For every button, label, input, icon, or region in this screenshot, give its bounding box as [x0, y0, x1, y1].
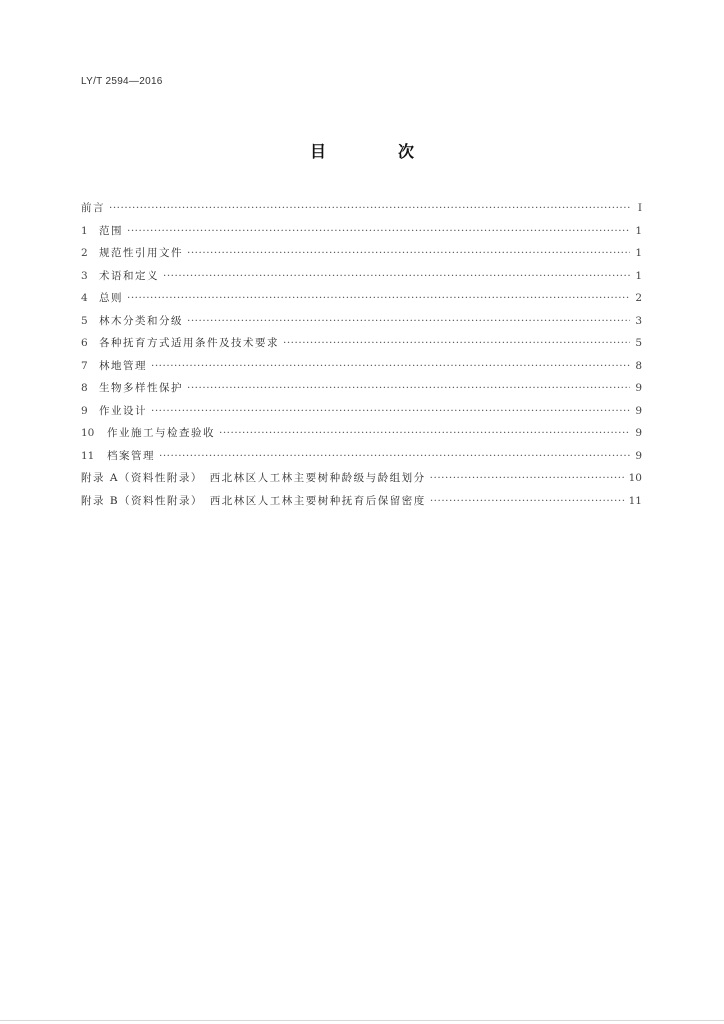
toc-entry-page: 9 — [635, 449, 642, 462]
toc-entry-appendix-b[interactable] — [81, 490, 642, 513]
toc-entry-page: 8 — [635, 359, 642, 372]
toc-entry-4[interactable] — [81, 287, 642, 310]
toc-entry-6[interactable] — [81, 332, 642, 355]
toc-entry-8[interactable] — [81, 377, 642, 400]
dot-leader — [430, 467, 625, 490]
toc-entry-label: 前言 — [81, 202, 105, 214]
toc-entry-3[interactable] — [81, 265, 642, 288]
toc-entry-page: 3 — [635, 314, 642, 327]
toc-entry-5[interactable] — [81, 310, 642, 333]
toc-entry-9[interactable] — [81, 400, 642, 423]
table-of-contents — [81, 197, 642, 512]
dot-leader — [151, 355, 630, 378]
toc-entry-label: 总则 — [99, 292, 123, 304]
toc-entry-label: 附录 A（资料性附录） 西北林区人工林主要树种龄级与龄组划分 — [81, 472, 426, 484]
dot-leader — [151, 400, 630, 423]
toc-entry-number: 4 — [81, 292, 88, 304]
toc-entry-number: 1 — [81, 224, 88, 237]
toc-entry-1[interactable] — [81, 220, 642, 243]
dot-leader — [219, 422, 630, 445]
dot-leader — [430, 490, 625, 513]
dot-leader — [109, 197, 630, 220]
toc-entry-page: 1 — [635, 269, 642, 282]
toc-entry-page: 2 — [635, 292, 642, 304]
standard-code: LY/T 2594—2016 — [81, 76, 163, 87]
toc-entry-page: Ⅰ — [637, 202, 642, 214]
toc-entry-label: 术语和定义 — [99, 269, 159, 282]
dot-leader — [187, 242, 630, 265]
toc-entry-page: 5 — [635, 337, 642, 349]
toc-entry-label: 生物多样性保护 — [99, 382, 183, 394]
toc-entry-number: 5 — [81, 314, 88, 327]
toc-entry-number: 11 — [81, 449, 95, 462]
dot-leader — [127, 220, 630, 243]
toc-entry-page: 9 — [635, 427, 642, 439]
toc-entry-appendix-a[interactable] — [81, 467, 642, 490]
toc-entry-number: 8 — [81, 382, 88, 394]
dot-leader — [283, 332, 630, 355]
dot-leader — [163, 265, 630, 288]
toc-entry-page: 1 — [635, 247, 642, 259]
toc-entry-label: 范围 — [99, 224, 123, 237]
toc-entry-number: 3 — [81, 269, 88, 282]
toc-entry-label: 作业设计 — [99, 404, 147, 417]
toc-entry-7[interactable] — [81, 355, 642, 378]
dot-leader — [187, 310, 630, 333]
toc-entry-2[interactable] — [81, 242, 642, 265]
toc-entry-number: 6 — [81, 337, 88, 349]
toc-entry-label: 林地管理 — [99, 359, 147, 372]
toc-entry-number: 7 — [81, 359, 88, 372]
toc-entry-label: 林木分类和分级 — [99, 314, 183, 327]
toc-entry-label: 档案管理 — [107, 449, 155, 462]
toc-entry-label: 各种抚育方式适用条件及技术要求 — [99, 337, 279, 349]
toc-entry-page: 10 — [628, 472, 642, 484]
dot-leader — [159, 445, 630, 468]
toc-entry-label: 作业施工与检查验收 — [107, 427, 215, 439]
toc-entry-page: 1 — [635, 224, 642, 237]
page-bottom-divider — [0, 1020, 724, 1021]
toc-entry-foreword[interactable] — [81, 197, 642, 220]
toc-entry-label: 附录 B（资料性附录） 西北林区人工林主要树种抚育后保留密度 — [81, 494, 426, 507]
toc-entry-number: 9 — [81, 404, 88, 417]
dot-leader — [187, 377, 630, 400]
toc-entry-number: 10 — [81, 427, 95, 439]
toc-entry-11[interactable] — [81, 445, 642, 468]
dot-leader — [127, 287, 630, 310]
toc-entry-page: 9 — [635, 404, 642, 417]
toc-entry-label: 规范性引用文件 — [99, 247, 183, 259]
toc-entry-number: 2 — [81, 247, 88, 259]
toc-entry-page: 11 — [628, 494, 642, 507]
toc-entry-10[interactable] — [81, 422, 642, 445]
toc-entry-page: 9 — [635, 382, 642, 394]
toc-title: 目 次 — [309, 142, 442, 161]
